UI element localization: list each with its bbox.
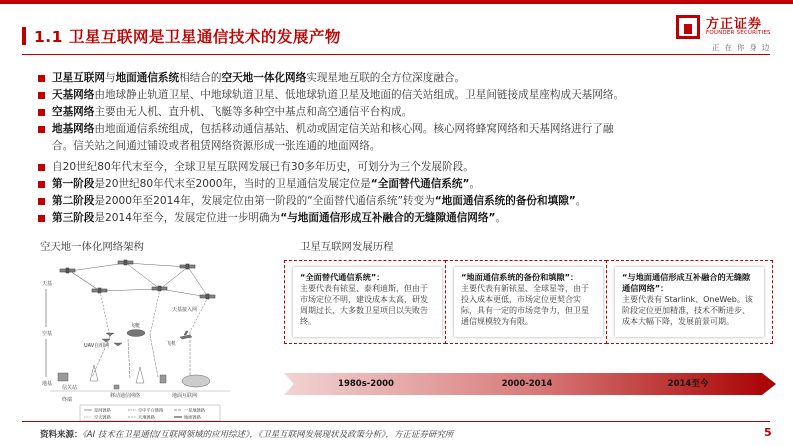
architecture-label: 空天地一体化网络架构 (40, 241, 144, 253)
bullet-emphasis: 第一阶段 (52, 178, 95, 190)
stage-card-3 (606, 260, 773, 344)
stage-card-body: 主要代表有新铱星、全球星等，由于投入成本更低，市场定位更契合实际，具有一定的市场竞争力，但卫星通信规模较为有限。 (461, 284, 589, 326)
page-number: 5 (764, 426, 772, 439)
title-marker (22, 27, 26, 45)
logo-name-en: FOUNDER SECURITIES (706, 30, 771, 36)
page-title: 1.1 卫星互联网是卫星通信技术的发展产物 (34, 28, 341, 46)
bullet-text: 相结合的 (179, 72, 222, 84)
bullet-text: 。 (469, 178, 481, 190)
label-airship: 飞艇 (130, 323, 141, 329)
history-label: 卫星互联网发展历程 (300, 241, 394, 253)
bullet-text: 是2000年至2014年，发展定位由第一阶段的“全面替代通信系统”转变为 (94, 195, 435, 207)
label-terminal: 终端 (62, 397, 73, 403)
gateway-station-icon (58, 373, 68, 381)
bullet-emphasis: 地面通信系统 (115, 72, 180, 84)
source-label: 资料来源： (40, 430, 83, 440)
stage-card-1 (284, 260, 451, 344)
bullet-square-icon (38, 164, 45, 171)
bullet-group-history (38, 159, 778, 227)
label-uav: UAV自组网 (84, 343, 110, 349)
layer-label-ground: 地基 (42, 381, 53, 387)
bullet-item (38, 121, 778, 155)
timeline-label-1: 1980s-2000 (338, 379, 394, 389)
source-text: 《AI 技术在卫星通信/互联网领域的应用综述》，《卫星互联网发展现状及政策分析》，方正证券研究所 (82, 430, 454, 440)
footer-divider (22, 421, 770, 422)
stage-card-head: “全面替代通信系统”： (300, 272, 385, 282)
layer-label-space: 天基 (42, 281, 53, 287)
bullet-text: 。 (495, 212, 507, 224)
bullet-emphasis: 卫星互联网 (52, 72, 105, 84)
legend-item: 地面链路 (184, 414, 201, 420)
satellite-icon (118, 260, 133, 265)
stage-card-2 (445, 260, 612, 344)
legend-item: 星间链路 (94, 407, 111, 413)
bullet-text: 。 (575, 195, 587, 207)
brand-logo (676, 13, 776, 52)
stage-card-body: 主要代表有铱星、泰利迪斯，但由于市场定位不明，建设成本太高，研发周期过长，大多数卫星项目以失败告终。 (300, 284, 428, 326)
bullet-emphasis: 空基网络 (52, 106, 95, 118)
label-mobile-network: 移动通信网络 (110, 393, 141, 399)
bullet-text: 实现星地互联的全方位深度融合。 (306, 72, 466, 84)
bullet-text: 主要由无人机、直升机、飞艇等多种空中基点和高空通信平台构成。 (94, 106, 413, 118)
bullet-item (38, 210, 778, 227)
bullet-emphasis: “地面通信系统的备份和填隙” (434, 195, 576, 207)
stage-card-body: 主要代表有 Starlink、OneWeb。该阶段定位更加精准，技术不断进步、成本大幅下降，发展前景可期。 (622, 295, 753, 326)
bullet-text: 是20世纪80年代末至2000年，当时的卫星通信发展定位是 (94, 178, 371, 190)
label-aircraft: 飞机 (166, 341, 177, 347)
bullet-text: 是2014年至今，发展定位进一步明确为 (94, 212, 281, 224)
vehicle-icon (114, 385, 119, 389)
bullet-square-icon (38, 109, 45, 116)
bullet-square-icon (38, 215, 45, 222)
bullet-text: 由地球静止轨道卫星、中地球轨道卫星、低地球轨道卫星及地面的信关站组成。卫星间链接成星座构成天基网络。 (94, 89, 625, 101)
bullet-emphasis: 第二阶段 (52, 195, 95, 207)
legend-item: 空天链路 (94, 414, 111, 420)
logo-mark-icon (676, 15, 700, 39)
bullet-emphasis: “与地面通信形成互补融合的无缝隙通信网络” (280, 212, 496, 224)
bullet-item (38, 193, 778, 210)
bullet-group-network (38, 70, 778, 155)
bullet-text: 自20世纪80年代末至今，全球卫星互联网发展已有30多年历史，可划分为三个发展阶段。 (52, 161, 474, 173)
bullet-emphasis: 第三阶段 (52, 212, 95, 224)
legend-item: 一星地链路 (184, 407, 205, 413)
base-station-icon (90, 365, 144, 383)
bullet-item (38, 159, 778, 176)
bullet-square-icon (38, 198, 45, 205)
bullet-emphasis: “全面替代通信系统” (370, 178, 470, 190)
source-note (40, 428, 453, 440)
bullet-item (38, 70, 778, 87)
bullet-square-icon (38, 181, 45, 188)
legend-item: 空中平台链路 (138, 407, 164, 413)
bullet-emphasis: 空天地一体化网络 (221, 72, 307, 84)
logo-name-cn: 方正证券 (706, 17, 763, 32)
bullet-text: 与 (104, 72, 116, 84)
bullet-item (38, 104, 778, 121)
bullet-text: 由地面通信系统组成，包括移动通信基站、机动或固定信关站和核心网。核心网将蜂窝网络和天基网络进行了融 (94, 123, 614, 135)
title-divider (22, 54, 770, 55)
bullet-square-icon (38, 92, 45, 99)
label-space-access: 天基接入网 (172, 307, 198, 313)
bullet-list (38, 70, 778, 227)
airship-icon (127, 330, 145, 337)
timeline-label-3: 2014至今 (667, 379, 709, 389)
architecture-diagram (40, 257, 236, 423)
logo-slogan: 正在你身边 (712, 43, 775, 52)
stage-card-head: “地面通信系统的备份和填隙”： (461, 272, 579, 282)
bullet-text-continued: 合。信关站之间通过铺设或者租赁网络资源形成一张连通的地面网络。 (52, 140, 381, 152)
server-icon (160, 375, 166, 383)
top-accent-bar (0, 0, 793, 4)
timeline-label-2: 2000-2014 (501, 379, 553, 389)
label-ground-internet: 地面互联网 (172, 393, 198, 399)
stage-card-head: “与地面通信形成互补融合的无缝隙通信网络”： (622, 272, 751, 293)
bullet-item (38, 176, 778, 193)
bullet-emphasis: 地基网络 (52, 123, 95, 135)
bullet-square-icon (38, 75, 45, 82)
legend-item: 天地链路 (138, 414, 155, 420)
label-gateway: 信关站 (62, 385, 78, 391)
layer-label-air: 空基 (42, 331, 53, 337)
bullet-square-icon (38, 126, 45, 133)
bullet-emphasis: 天基网络 (52, 89, 95, 101)
bullet-item (38, 87, 778, 104)
internet-cloud-icon (182, 375, 210, 387)
page-title-wrap (22, 26, 341, 46)
